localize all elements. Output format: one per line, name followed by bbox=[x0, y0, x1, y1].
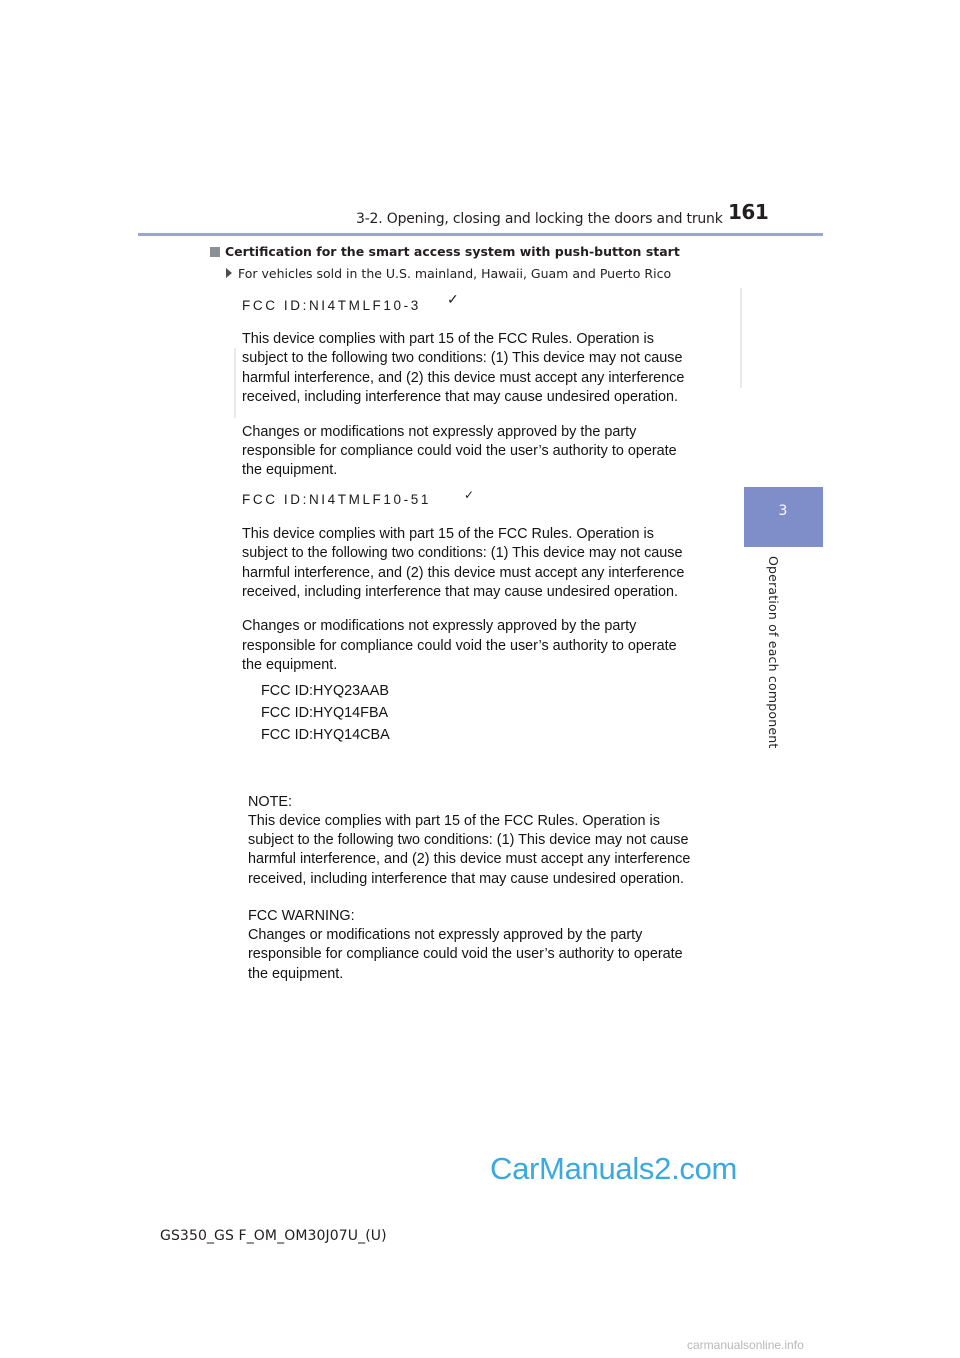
region-note-text: For vehicles sold in the U.S. mainland, Hawaii, Guam and Puerto Rico bbox=[238, 266, 672, 281]
block2-line-3: harmful interference, and (2) this device must accept any interference bbox=[242, 565, 685, 581]
square-bullet-icon bbox=[210, 247, 220, 257]
block2-line-1: This device complies with part 15 of the FCC Rules. Operation is bbox=[242, 526, 654, 542]
fcc-warning-line-1: Changes or modifications not expressly approved by the party bbox=[248, 927, 643, 943]
block2-changes-1: Changes or modifications not expressly approved by the party bbox=[242, 618, 637, 634]
fcc-id-hyq23aab: FCC ID:HYQ23AAB bbox=[261, 683, 389, 699]
block1-line-1: This device complies with part 15 of the FCC Rules. Operation is bbox=[242, 331, 654, 347]
note-title: NOTE: bbox=[248, 794, 292, 810]
fcc-id-hyq14fba: FCC ID:HYQ14FBA bbox=[261, 705, 389, 721]
note-line-2: subject to the following two conditions: (1) This device may not cause bbox=[248, 832, 689, 848]
section-heading bbox=[210, 244, 680, 259]
block2-line-4: received, including interference that may cause undesired operation. bbox=[242, 584, 678, 600]
block2-changes-2: responsible for compliance could void the user’s authority to operate bbox=[242, 638, 677, 654]
block1-line-2: subject to the following two conditions: (1) This device may not cause bbox=[242, 350, 683, 366]
page-number: 161 bbox=[728, 200, 769, 224]
scan-edge bbox=[740, 288, 742, 388]
document-code: GS350_GS F_OM_OM30J07U_(U) bbox=[160, 1228, 387, 1244]
check-mark-icon: ✓ bbox=[464, 488, 475, 502]
block1-changes-2: responsible for compliance could void the user’s authority to operate bbox=[242, 443, 677, 459]
chapter-side-label bbox=[766, 556, 791, 749]
block1-changes-3: the equipment. bbox=[242, 462, 338, 478]
header-section-title: 3-2. Opening, closing and locking the doors and trunk bbox=[356, 211, 723, 227]
scan-edge bbox=[234, 348, 236, 418]
fcc-warning-line-3: the equipment. bbox=[248, 966, 344, 982]
watermark-logo: CarManuals2.com bbox=[490, 1151, 738, 1186]
block2-changes-3: the equipment. bbox=[242, 657, 338, 673]
fcc-id-hyq14cba: FCC ID:HYQ14CBA bbox=[261, 727, 390, 743]
header-divider bbox=[138, 233, 823, 236]
block1-line-3: harmful interference, and (2) this device must accept any interference bbox=[242, 370, 685, 386]
note-line-1: This device complies with part 15 of the FCC Rules. Operation is bbox=[248, 813, 660, 829]
certification-label-image bbox=[234, 288, 744, 993]
chapter-title: Operation of each component bbox=[766, 556, 781, 749]
block2-line-2: subject to the following two conditions: (1) This device may not cause bbox=[242, 545, 683, 561]
fcc-id-1: FCC ID:NI4TMLF10-3 bbox=[242, 298, 421, 313]
block1-changes-1: Changes or modifications not expressly approved by the party bbox=[242, 424, 637, 440]
note-line-4: received, including interference that may cause undesired operation. bbox=[248, 871, 684, 887]
chapter-tab[interactable] bbox=[743, 487, 823, 547]
running-header bbox=[356, 208, 756, 232]
check-mark-icon: ✓ bbox=[447, 291, 459, 307]
fcc-warning-title: FCC WARNING: bbox=[248, 908, 355, 924]
region-note bbox=[226, 266, 671, 281]
fcc-warning-line-2: responsible for compliance could void the user’s authority to operate bbox=[248, 946, 683, 962]
watermark-url: carmanualsonline.info bbox=[687, 1338, 804, 1352]
fcc-id-2: FCC ID:NI4TMLF10-51 bbox=[242, 492, 431, 507]
triangle-bullet-icon bbox=[226, 268, 232, 278]
block1-line-4: received, including interference that may cause undesired operation. bbox=[242, 389, 678, 405]
section-heading-text: Certification for the smart access system with push-button start bbox=[225, 244, 680, 259]
chapter-number: 3 bbox=[778, 503, 788, 519]
note-line-3: harmful interference, and (2) this device must accept any interference bbox=[248, 851, 691, 867]
